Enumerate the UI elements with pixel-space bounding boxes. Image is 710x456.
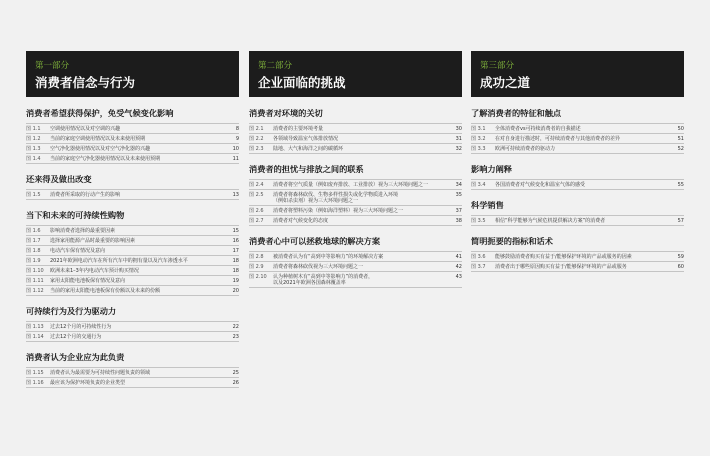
figure-list xyxy=(471,179,684,190)
figure-row[interactable] xyxy=(26,276,239,286)
page-number: 50 xyxy=(677,125,684,132)
figure-row[interactable] xyxy=(471,179,684,190)
figure-number: 图 3.7 xyxy=(471,263,486,270)
page-number: 32 xyxy=(455,145,462,152)
figure-number: 图 2.10 xyxy=(249,273,267,280)
figure-section xyxy=(26,108,239,164)
page-number: 17 xyxy=(232,247,239,254)
page-number: 59 xyxy=(677,253,684,260)
figure-row[interactable] xyxy=(26,256,239,266)
figure-row[interactable] xyxy=(249,123,462,134)
figure-list xyxy=(26,189,239,200)
figure-title: 空气净化器使用情况以及对空气净化器的兴趣 xyxy=(50,145,151,152)
figure-list xyxy=(26,321,239,342)
figure-section xyxy=(249,108,462,154)
figure-title: 过去12个月的交通行为 xyxy=(50,333,102,340)
figure-number: 图 3.1 xyxy=(471,125,486,132)
figure-list xyxy=(26,123,239,164)
page-number: 23 xyxy=(232,333,239,340)
figure-number: 图 3.4 xyxy=(471,181,486,188)
page-number: 41 xyxy=(455,253,462,260)
page-number: 55 xyxy=(677,181,684,188)
figure-title: 当前的家庭空气净化器使用情况以及未来使用预期 xyxy=(50,155,161,162)
page-number: 18 xyxy=(232,257,239,264)
figure-number: 图 1.4 xyxy=(26,155,41,162)
figure-number: 图 3.5 xyxy=(471,217,486,224)
page-number: 22 xyxy=(232,323,239,330)
part-label: 第三部分 xyxy=(480,61,515,71)
figure-title: 消费者的主要环境考量 xyxy=(273,125,324,132)
page-number: 8 xyxy=(235,125,239,132)
page-number: 25 xyxy=(232,369,239,376)
figure-title: 全体消费者vs可持续消费者的自我描述 xyxy=(495,125,581,132)
figure-number: 图 1.14 xyxy=(26,333,44,340)
figure-number: 图 1.7 xyxy=(26,237,41,244)
page-number: 57 xyxy=(677,217,684,224)
page-number: 10 xyxy=(232,145,239,152)
figure-row[interactable] xyxy=(26,286,239,296)
figure-row[interactable] xyxy=(26,225,239,236)
part-header xyxy=(26,51,239,97)
figure-number: 图 1.1 xyxy=(26,125,41,132)
page-number: 30 xyxy=(455,125,462,132)
figure-row[interactable] xyxy=(249,134,462,144)
figure-list xyxy=(249,123,462,154)
section-heading: 还来得及做出改变 xyxy=(26,174,92,184)
figure-row[interactable] xyxy=(471,251,684,262)
part-label: 第一部分 xyxy=(35,61,70,71)
figure-row[interactable] xyxy=(249,216,462,226)
figure-number: 图 2.5 xyxy=(249,191,264,198)
figure-list xyxy=(249,179,462,226)
figure-number: 图 1.2 xyxy=(26,135,41,142)
figure-section xyxy=(249,164,462,226)
figure-number: 图 2.3 xyxy=(249,145,264,152)
figure-row[interactable] xyxy=(26,321,239,332)
figure-title: 最应该为保护环境负责的企业类型 xyxy=(50,379,126,386)
figure-section xyxy=(471,164,684,190)
page-number: 35 xyxy=(455,191,462,198)
figure-title: 被消费者认为有“高到中等影响力”的环境解决方案 xyxy=(273,253,384,260)
page-number: 42 xyxy=(455,263,462,270)
figure-title: 相信“科学能够为气候危机提供解决方案”的消费者 xyxy=(495,217,606,224)
figure-title: 过去12个月的可持续性行为 xyxy=(50,323,112,330)
figure-row[interactable] xyxy=(26,123,239,134)
section-heading: 影响力阐释 xyxy=(471,164,512,174)
figure-number: 图 2.4 xyxy=(249,181,264,188)
figure-row[interactable] xyxy=(471,262,684,272)
figure-number: 图 3.2 xyxy=(471,135,486,142)
figure-number: 图 1.11 xyxy=(26,277,44,284)
part-header xyxy=(471,51,684,97)
figure-title: 在对自身进行描述时，可持续消费者与其他消费者的差异 xyxy=(495,135,621,142)
figure-title: 选择家用能源产品时最重要的影响因素 xyxy=(50,237,136,244)
figure-row[interactable] xyxy=(249,144,462,154)
section-heading: 了解消费者的特征和触点 xyxy=(471,108,562,118)
figure-row[interactable] xyxy=(249,262,462,272)
section-heading: 消费者认为企业应为此负责 xyxy=(26,352,125,362)
figure-title: 欧洲可持续消费者的驱动力 xyxy=(495,145,556,152)
figure-title: 电动汽车保有情况及意向 xyxy=(50,247,106,254)
figure-title: 各国消费者对气候变化和温室气体的感受 xyxy=(495,181,586,188)
figure-section xyxy=(26,306,239,342)
figure-number: 图 2.8 xyxy=(249,253,264,260)
figure-title: 影响消费者选择的最重要因素 xyxy=(50,227,116,234)
figure-row[interactable] xyxy=(249,190,462,206)
figure-section xyxy=(26,174,239,200)
figure-number: 图 3.3 xyxy=(471,145,486,152)
page-number: 51 xyxy=(677,135,684,142)
figure-number: 图 1.8 xyxy=(26,247,41,254)
figure-number: 图 1.15 xyxy=(26,369,44,376)
figure-number: 图 1.3 xyxy=(26,145,41,152)
section-heading: 消费者的担忧与排放之间的联系 xyxy=(249,164,364,174)
page-number: 16 xyxy=(232,237,239,244)
page-number: 38 xyxy=(455,217,462,224)
figure-title: 消费者将空气质量（例如废弃排放、工业排放）视为三大环境问题之一 xyxy=(273,181,429,188)
page-number: 60 xyxy=(677,263,684,270)
figure-list xyxy=(471,123,684,154)
figure-title: 消费者所采取的行动产生的影响 xyxy=(50,191,121,198)
figure-row[interactable] xyxy=(26,367,239,378)
part-title: 企业面临的挑战 xyxy=(258,75,346,90)
figure-title: 空调使用情况以及对空调的兴趣 xyxy=(50,125,121,132)
section-heading: 消费者心中可以拯救地球的解决方案 xyxy=(249,236,381,246)
figure-row[interactable] xyxy=(471,144,684,154)
page-number: 52 xyxy=(677,145,684,152)
figure-row[interactable] xyxy=(249,179,462,190)
figure-row[interactable] xyxy=(26,154,239,164)
figure-number: 图 2.9 xyxy=(249,263,264,270)
figure-list xyxy=(26,225,239,296)
figure-title: 各领域导致温室气体排放情况 xyxy=(273,135,339,142)
figure-list xyxy=(471,215,684,226)
figure-section xyxy=(471,108,684,154)
part-header xyxy=(249,51,462,97)
page-number: 37 xyxy=(455,207,462,214)
figure-title: 欧洲未来1–3年内电动汽车预计购买情况 xyxy=(50,267,139,274)
section-heading: 消费者对环境的关切 xyxy=(249,108,323,118)
page-number: 18 xyxy=(232,267,239,274)
page-number: 34 xyxy=(455,181,462,188)
figure-number: 图 1.10 xyxy=(26,267,44,274)
figure-section xyxy=(26,210,239,296)
part-column-3 xyxy=(471,51,684,282)
figure-row[interactable] xyxy=(26,134,239,144)
section-heading: 简明扼要的指标和话术 xyxy=(471,236,553,246)
figure-list xyxy=(249,251,462,288)
figure-title: 家用太阳能电池板保有情况及意向 xyxy=(50,277,126,284)
figure-title: 消费者出于哪些原因购买有益于/能够保护环境的产品或服务 xyxy=(495,263,627,270)
page-number: 11 xyxy=(232,155,239,162)
figure-number: 图 1.6 xyxy=(26,227,41,234)
figure-number: 图 1.13 xyxy=(26,323,44,330)
figure-number: 图 2.7 xyxy=(249,217,264,224)
section-heading: 科学销售 xyxy=(471,200,504,210)
figure-row[interactable] xyxy=(26,189,239,200)
figure-title: 能够鼓励消费者购买有益于/能够保护环境的产品或服务的因素 xyxy=(495,253,632,260)
figure-number: 图 3.6 xyxy=(471,253,486,260)
figure-number: 图 1.16 xyxy=(26,379,44,386)
figure-title: 消费者对气候变化的态度 xyxy=(273,217,329,224)
page-number: 19 xyxy=(232,277,239,284)
figure-title: 当前的家庭空调使用情况以及未来使用预期 xyxy=(50,135,146,142)
part-column-2 xyxy=(249,51,462,298)
section-heading: 可持续行为及行为驱动力 xyxy=(26,306,117,316)
figure-row[interactable] xyxy=(26,378,239,388)
figure-section xyxy=(26,352,239,388)
figure-row[interactable] xyxy=(471,134,684,144)
page-number: 26 xyxy=(232,379,239,386)
figure-row[interactable] xyxy=(26,246,239,256)
figure-title: 消费者将森林砍伐视为三大环境问题之一 xyxy=(273,263,364,270)
figure-title: 陆地、大气和海洋之间的碳循环 xyxy=(273,145,344,152)
figure-row[interactable] xyxy=(471,215,684,226)
figure-title: 消费者将塑料污染（例如海洋塑料）视为三大环境问题之一 xyxy=(273,207,404,214)
figure-title: 消费者将森林砍伐、生物多样性损失或化学物质进入环境 （例如杀虫剂）视为三大环境问题之一 xyxy=(273,191,399,204)
figure-row[interactable] xyxy=(26,266,239,276)
figure-row[interactable] xyxy=(471,123,684,134)
figure-section xyxy=(471,236,684,272)
figure-list xyxy=(26,367,239,388)
figure-number: 图 2.2 xyxy=(249,135,264,142)
section-heading: 消费者希望获得保护，免受气候变化影响 xyxy=(26,108,174,118)
figure-row[interactable] xyxy=(249,272,462,288)
figure-row[interactable] xyxy=(249,251,462,262)
part-title: 成功之道 xyxy=(480,75,531,90)
page-number: 13 xyxy=(232,191,239,198)
figure-number: 图 2.1 xyxy=(249,125,264,132)
figure-row[interactable] xyxy=(26,236,239,246)
figure-number: 图 1.5 xyxy=(26,191,41,198)
page-number: 31 xyxy=(455,135,462,142)
page-number: 20 xyxy=(232,287,239,294)
page-number: 15 xyxy=(232,227,239,234)
page-number: 9 xyxy=(235,135,239,142)
section-heading: 当下和未来的可持续性购物 xyxy=(26,210,125,220)
figure-list xyxy=(471,251,684,272)
figure-number: 图 2.6 xyxy=(249,207,264,214)
figure-row[interactable] xyxy=(26,144,239,154)
figure-number: 图 1.12 xyxy=(26,287,44,294)
figure-row[interactable] xyxy=(249,206,462,216)
part-column-1 xyxy=(26,51,239,398)
figure-number: 图 1.9 xyxy=(26,257,41,264)
part-label: 第二部分 xyxy=(258,61,293,71)
figure-title: 认为种植树木有“高到中等影响力”的消费者， 以及2021年欧洲各国森林覆盖率 xyxy=(273,273,374,286)
figure-title: 当前的家用太阳能电池板保有份额以及未来的份额 xyxy=(50,287,161,294)
figure-section xyxy=(249,236,462,288)
figure-title: 2021年欧洲电动汽车在所有汽车中的拥有量以及汽车渗透水平 xyxy=(50,257,188,264)
figure-row[interactable] xyxy=(26,332,239,342)
part-title: 消费者信念与行为 xyxy=(35,75,136,90)
figure-title: 消费者认为最需要为可持续性问题负责的领域 xyxy=(50,369,151,376)
page-number: 43 xyxy=(455,273,462,280)
figure-section xyxy=(471,200,684,226)
